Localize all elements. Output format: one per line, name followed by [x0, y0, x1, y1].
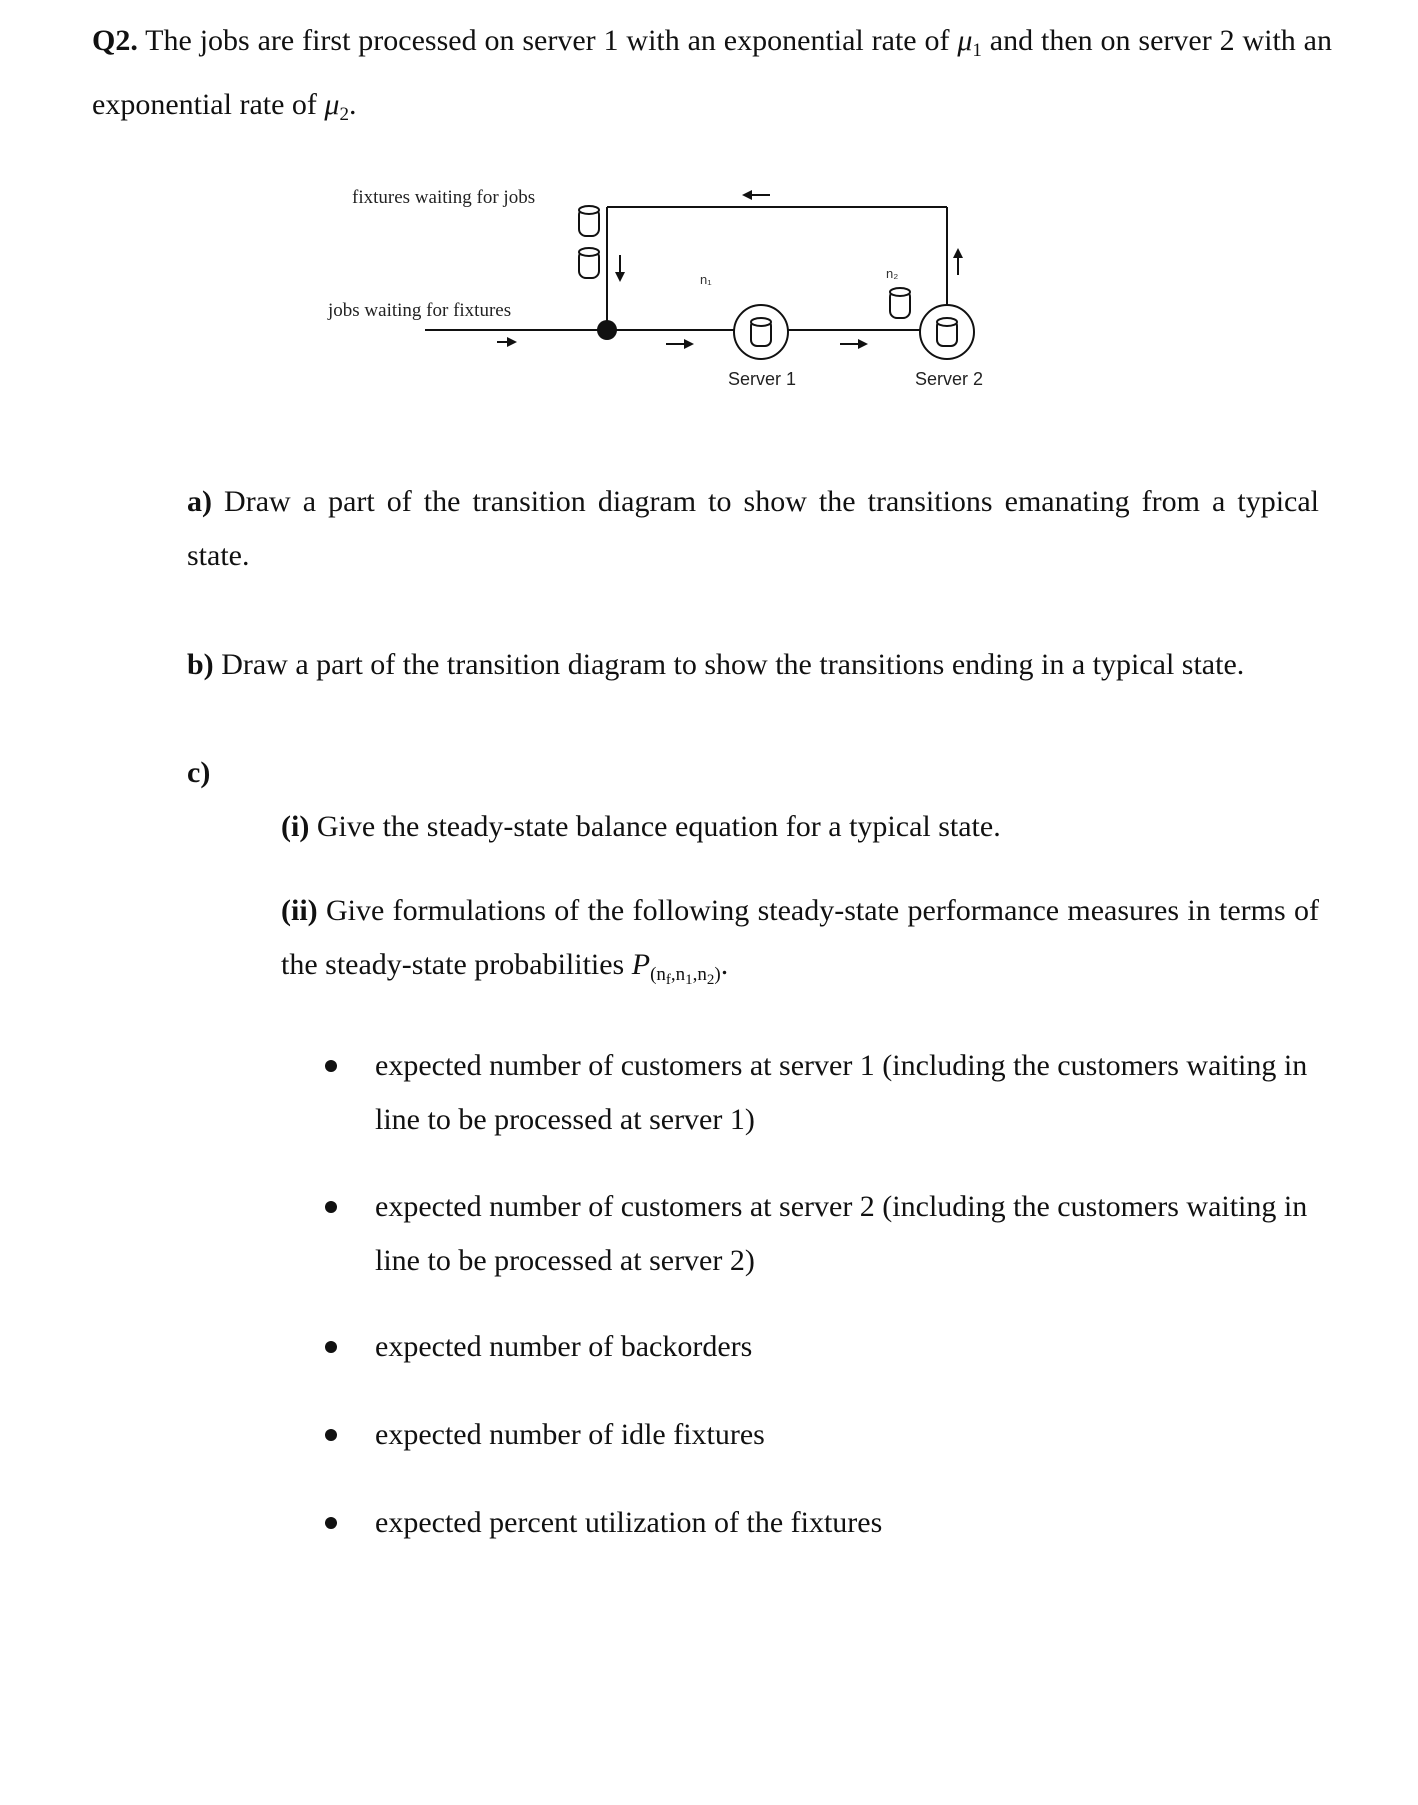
part-c-label: [187, 746, 210, 800]
server-1-job-icon: [751, 318, 771, 346]
part-c-ii-text: Give formulations of the following steady-state performance measures in terms of the steady-state probabilities: [281, 894, 1319, 981]
part-c-i-text: Give the steady-state balance equation for a typical state.: [309, 810, 1001, 843]
prob-sub-f: f: [665, 972, 671, 988]
server-1-label: Server 1: [728, 369, 797, 389]
question-text-part3: .: [348, 88, 357, 121]
bullet-icon: [325, 1060, 337, 1072]
prob-sub-1: 1: [685, 972, 693, 988]
mu-subscript-1: 1: [972, 40, 982, 61]
prob-sub-2: 2: [706, 972, 715, 988]
bullet-icon: [325, 1201, 337, 1213]
bullet-icon: [325, 1341, 337, 1353]
part-b-label: b): [187, 648, 214, 681]
part-a: [187, 475, 1319, 583]
junction-dot: [597, 320, 617, 340]
probability-symbol: P: [631, 948, 651, 981]
queueing-network-diagram: [0, 150, 1418, 410]
part-c-label-text: c): [187, 756, 211, 789]
n1-label: n₁: [700, 272, 712, 287]
part-c-ii-end: .: [720, 948, 729, 981]
part-b: [187, 638, 1347, 692]
list-item: [325, 1180, 1320, 1288]
question-text-part2: and then on server 2 with an exponential rate of: [92, 24, 1332, 121]
list-item: [325, 1320, 1325, 1374]
prob-sub-mid: ,n: [670, 964, 686, 985]
fixture-cylinder-icon: [579, 206, 599, 236]
prob-sub-open: (n: [650, 964, 666, 985]
part-a-label: a): [187, 485, 212, 518]
bullet-text: expected number of idle fixtures: [375, 1418, 765, 1451]
bullet-icon: [325, 1429, 337, 1441]
list-item: [325, 1039, 1320, 1147]
jobs-waiting-label: jobs waiting for fixtures: [328, 300, 512, 321]
bullet-text: expected number of customers at server 2 (including the customers waiting in line to be processed at server 2): [375, 1190, 1308, 1277]
n2-label: n₂: [886, 266, 899, 281]
part-a-text: Draw a part of the transition diagram to show the transitions emanating from a typical state.: [187, 485, 1319, 572]
list-item: [325, 1496, 1325, 1550]
fixtures-waiting-label: fixtures waiting for jobs: [352, 187, 536, 208]
question-label: Q2.: [92, 24, 138, 57]
server-2-label: Server 2: [915, 369, 984, 389]
prob-sub-comma: ,n: [692, 964, 707, 985]
queue-cylinder-icon: [890, 288, 910, 318]
question-text-part1: The jobs are first processed on server 1 with an exponential rate of: [137, 24, 958, 57]
part-b-text: Draw a part of the transition diagram to show the transitions ending in a typical state.: [213, 648, 1245, 681]
part-c-i-label: (i): [281, 810, 310, 843]
part-c-ii-label: (ii): [281, 894, 318, 927]
mu-symbol: μ: [957, 24, 973, 57]
bullet-text: expected number of backorders: [375, 1330, 753, 1363]
part-c-ii: [281, 884, 1319, 1007]
prob-sub-close: ): [714, 964, 721, 985]
bullet-text: expected percent utilization of the fixtures: [375, 1506, 883, 1539]
fixture-cylinder-icon: [579, 248, 599, 278]
mu-subscript-2: 2: [339, 104, 349, 125]
mu-symbol-2: μ: [324, 88, 340, 121]
part-c-i: [281, 800, 1341, 854]
list-item: [325, 1408, 1325, 1462]
bullet-text: expected number of customers at server 1 (including the customers waiting in line to be processed at server 1): [375, 1049, 1308, 1136]
server-2-job-icon: [937, 318, 957, 346]
question-statement: [92, 14, 1332, 142]
probability-subscript: [650, 964, 721, 988]
bullet-icon: [325, 1517, 337, 1529]
